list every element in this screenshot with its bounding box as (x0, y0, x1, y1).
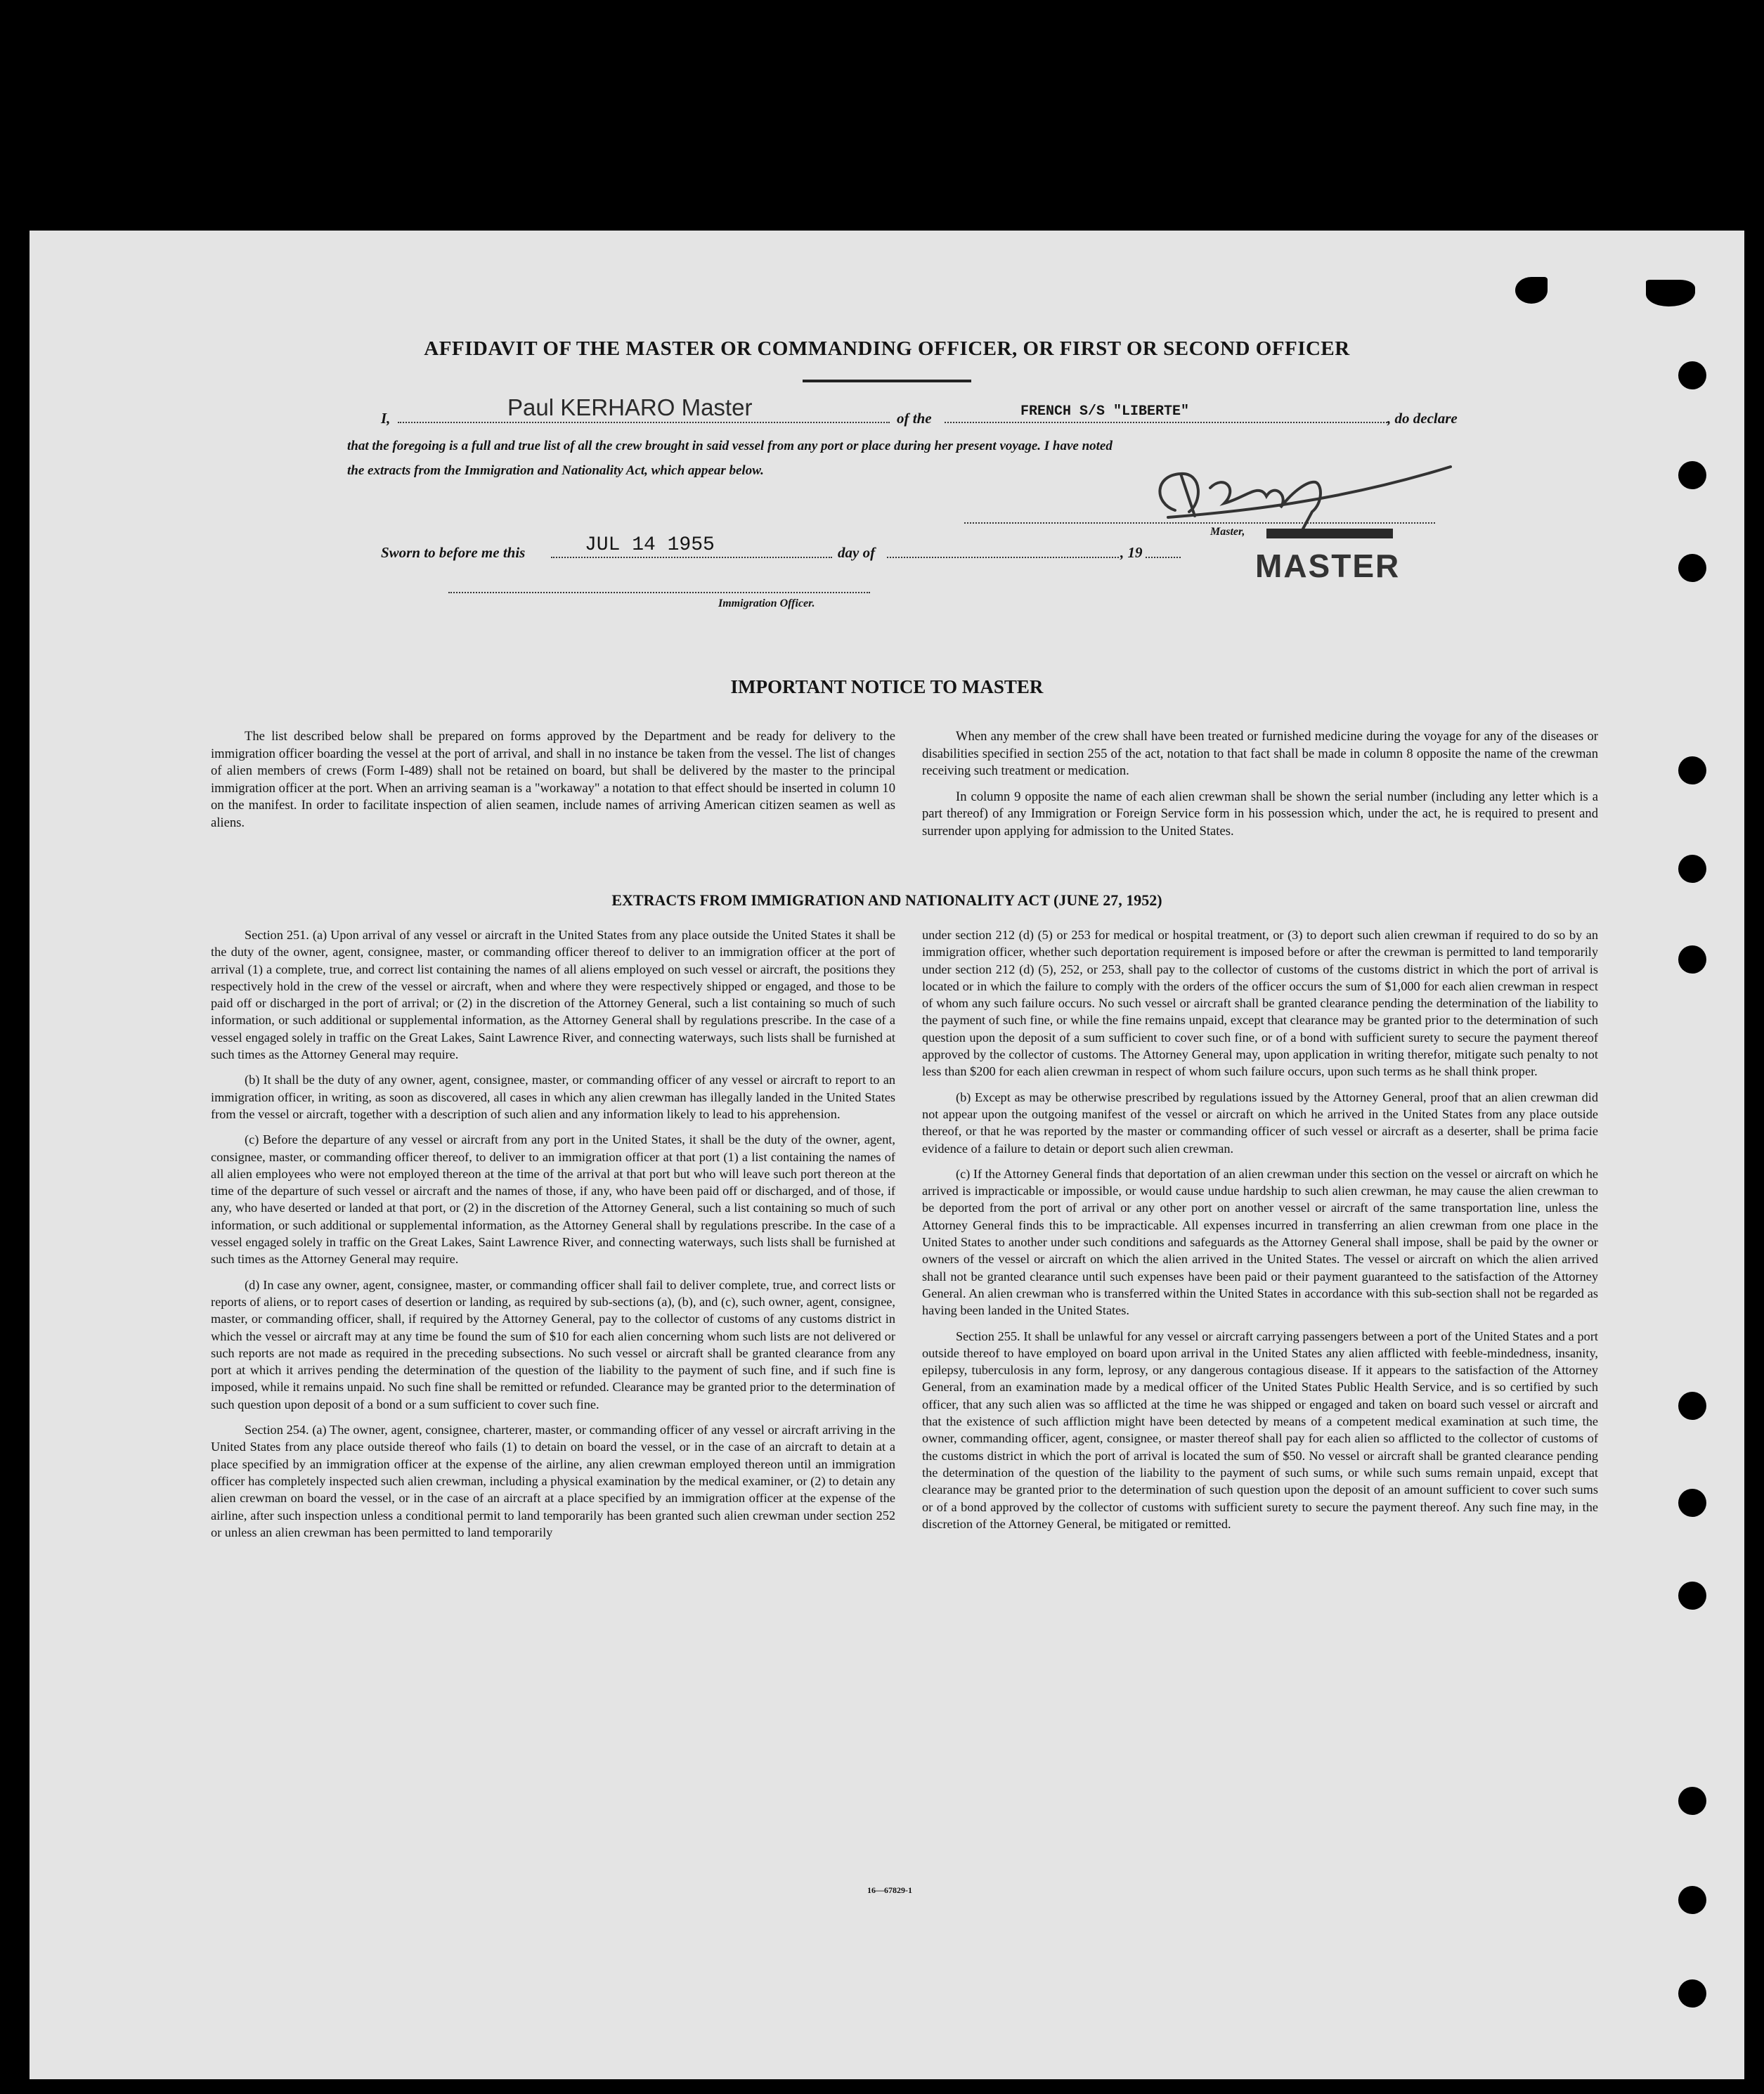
extracts-title: EXTRACTS FROM IMMIGRATION AND NATIONALITY ACT (JUNE 27, 1952) (611, 891, 1162, 909)
punch-hole-5 (1678, 855, 1706, 883)
notice-right-paragraph-2: In column 9 opposite the name of each alien crewman shall be shown the serial number (including any letter which is a part thereof) of any Immigration or Foreign Service form in his possession which, under the act, he is required to present and surrender upon applying for admission to the United States. (922, 789, 1598, 839)
document-page (30, 231, 1744, 2079)
punch-hole-1 (1678, 361, 1706, 389)
section-254-b: (b) Except as may be otherwise prescribed by regulations issued by the Attorney General, proof that an alien crewman did not appear upon the outgoing manifest of the vessel or aircraft on which he arrived in the United States from any place outside thereof, or that he was reported by the master or commanding officer of such vessel or aircraft as a deserter, shall be prima facie evidence of a failure to detain or deport such alien crewman. (922, 1090, 1598, 1156)
notice-right-paragraph-1: When any member of the crew shall have been treated or furnished medicine during the voyage for any of the diseases or disabilities specified in section 255 of the act, notation to that fact shall be made in column 8 opposite the name of the crewman receiving such treatment or medication. (922, 729, 1598, 778)
affidavit-title: AFFIDAVIT OF THE MASTER OR COMMANDING OFFICER, OR FIRST OR SECOND OFFICER (424, 337, 1350, 360)
extracts-left-column (211, 926, 895, 1549)
redaction-mark (1266, 529, 1393, 538)
notice-title: IMPORTANT NOTICE TO MASTER (730, 676, 1044, 697)
vessel-name-field[interactable]: FRENCH S/S "LIBERTE" (1020, 403, 1190, 420)
torn-mark-left (1515, 277, 1548, 304)
sworn-label: Sworn to before me this (381, 544, 526, 561)
punch-hole-4 (1678, 756, 1706, 784)
master-label: Master, (1210, 526, 1245, 538)
section-255: Section 255. It shall be unlawful for any vessel or aircraft carrying passengers between a port of the United States and a port outside thereof to have employed on board upon arrival in the United States any alien afflicted with feeble-mindedness, insanity, epilepsy, tuberculosis in any form, leprosy, or any dangerous contagious disease. If it appears to the satisfaction of the Attorney General, from an examination made by a medical officer of the United States Public Health Service, and is so certified by such officer, that any such alien was so afflicted at the time he was shipped or engaged and taken on board such vessel or aircraft and that the existence of such affliction might have been detected by means of a competent medical examination at such time, the owner, commanding officer, agent, consignee, or master thereof shall pay for each alien so afflicted to the collector of customs of the customs district in which the port of arrival is located the sum of $50. No vessel or aircraft shall be granted clearance pending the determination of the question of the liability to the payment of such sums, or while such sums remain unpaid, except that clearance may be granted prior to the determination of such question upon the deposit of an amount sufficient to cover such sums or of a bond approved by the collector of customs with sufficient surety to secure the payment thereof. Any such fine may, in the discretion of the Attorney General, be mitigated or remitted. (922, 1329, 1598, 1531)
declaration-line-1: that the foregoing is a full and true list of all the crew brought in said vessel from any port or place during her present voyage. I have noted (347, 439, 1113, 453)
notice-left-column (211, 728, 895, 840)
extracts-right-column (922, 926, 1598, 1541)
sworn-date-stamp: JUL 14 1955 (585, 534, 715, 556)
punch-hole-2 (1678, 461, 1706, 489)
notice-right-column (922, 728, 1598, 848)
punch-hole-6 (1678, 945, 1706, 974)
vessel-line (945, 422, 1387, 423)
title-rule (803, 380, 971, 382)
master-name-field[interactable]: Paul KERHARO Master (507, 394, 753, 420)
section-251-a: Section 251. (a) Upon arrival of any vessel or aircraft in the United States from any place outside the United States it shall be the duty of the owner, agent, consignee, master, or commanding officer thereof to deliver to an immigration officer at the port of arrival (1) a complete, true, and correct list containing the names of all aliens employed on such vessel or aircraft, the positions they respectively hold in the crew of the vessel or aircraft, when and where they were respectively shipped or engaged, and those to be paid off or discharged in the port of arrival; or (2) in the discretion of the Attorney General, such a list containing so much of such information, or such additional or supplemental information, as the Attorney General shall by regulations prescribe. In the case of a vessel engaged solely in traffic on the Great Lakes, Saint Lawrence River, and connecting waterways, such lists shall be furnished at such times as the Attorney General may require. (211, 928, 895, 1062)
master-stamp: MASTER (1255, 548, 1401, 584)
of-the-label: of the (897, 410, 932, 427)
sworn-date-line (551, 557, 832, 558)
form-number: 16—67829-1 (867, 1885, 912, 1895)
punch-hole-8 (1678, 1489, 1706, 1517)
section-251-b: (b) It shall be the duty of any owner, agent, consignee, master, or commanding officer of any vessel or aircraft to report to an immigration officer, in writing, as soon as discovered, all cases in which any alien crewman has illegally landed in the United States from the vessel or aircraft, together with a description of such alien and any information likely to lead to his apprehension. (211, 1073, 895, 1121)
section-254-c: (c) If the Attorney General finds that deportation of an alien crewman under this section on the vessel or aircraft on which he arrived is impracticable or impossible, or would cause undue hardship to such alien crewman, he may cause the alien crewman to be deported from the port of arrival or any other port on another vessel or aircraft of the same transportation line, unless the Attorney General finds this to be impracticable. All expenses incurred in transferring an alien crewman from one place in the United States to another under such conditions and safeguards as the Attorney General shall impose, shall be paid by the owner or owners of the vessel or aircraft on which the alien arrived in the United States. The vessel or aircraft on which the alien arrived shall not be granted clearance until such expenses have been paid or their payment guaranteed to the satisfaction of the Attorney General. An alien crewman who is transferred within the United States in accordance with this sub-section shall not be regarded as having been landed in the United States. (922, 1166, 1598, 1318)
officer-signature-line (448, 592, 870, 593)
punch-hole-10 (1678, 1787, 1706, 1815)
punch-hole-12 (1678, 1979, 1706, 2008)
year-label: , 19 (1120, 544, 1143, 561)
torn-mark-right (1646, 280, 1695, 306)
punch-hole-9 (1678, 1582, 1706, 1610)
section-254-a: Section 254. (a) The owner, agent, consignee, charterer, master, or commanding officer of any vessel or aircraft arriving in the United States from any place outside thereof who fails (1) to detain on board the vessel, or in the case of an aircraft to detain at a place specified by an immigration officer at the expense of the airline, any alien crewman employed thereon until an immigration officer has completely inspected such alien crewman, including a physical examination by the medical examiner, or (2) to detain any alien crewman on board the vessel, or in the case of an aircraft at a place specified by an immigration officer at the expense of the airline, after such inspection unless a conditional permit to land temporarily has been granted such alien crewman under section 252 or unless an alien crewman has been permitted to land temporarily (211, 1423, 895, 1539)
i-label: I, (381, 410, 391, 427)
punch-hole-7 (1678, 1392, 1706, 1420)
section-254-a-continued: under section 212 (d) (5) or 253 for medical or hospital treatment, or (3) to deport such alien crewman if required to do so by an immigration officer, whether such deportation requirement is imposed before or after the crewman is permitted to land temporarily under section 212 (d) (5), 252, or 253, shall pay to the collector of customs of the customs district in which the port of arrival is located or in which the failure to comply with the orders of the officer occurs the sum of $1,000 for each alien crewman in respect of whom any such failure occurs. No such vessel or aircraft shall be granted clearance pending the determination of the liability to the payment of such fine, or while the fine remains unpaid, except that clearance may be granted prior to the determination of such question upon the deposit of a sum sufficient to cover such fine, or of a bond with sufficient surety to secure the payment thereof approved by the collector of customs. The Attorney General may, upon application in writing therefor, mitigate such penalty to not less than $200 for each alien crewman in respect of whom such failure occurs, upon such terms as he shall think proper. (922, 928, 1598, 1079)
month-line (887, 557, 1119, 558)
year-line (1146, 557, 1181, 558)
section-251-d: (d) In case any owner, agent, consignee, master, or commanding officer shall fail to deliver complete, true, and correct lists or reports of aliens, or to report cases of desertion or landing, as required by sub-sections (a), (b), and (c), such owner, agent, consignee, master, or commanding officer, shall, if required by the Attorney General, pay to the collector of customs of any customs district in which the vessel or aircraft may at any time be found the sum of $10 for each alien concerning whom such lists are not delivered or such reports are not made as required in the preceding subsections. No such vessel or aircraft shall be granted clearance from any port at which it arrives pending the determination of the question of the liability to the payment of such fine, and if such fine is imposed, while it remains unpaid. No such fine shall be remitted or refunded. Clearance may be granted prior to the determination of such question upon deposit of a bond or a sum sufficient to cover such fine. (211, 1277, 895, 1411)
officer-label: Immigration Officer. (718, 597, 815, 609)
master-signature (1126, 461, 1463, 538)
do-declare-label: , do declare (1387, 410, 1458, 427)
day-of-label: day of (838, 544, 876, 561)
punch-hole-3 (1678, 554, 1706, 582)
section-251-c: (c) Before the departure of any vessel or aircraft from any port in the United States, it shall be the duty of the owner, agent, consignee, master, or commanding officer thereof, to deliver to an immigration officer at that port (1) a list containing the names of all alien employees who were not employed thereon at the time of the arrival at that port but who will leave such port thereon at the time of the departure of such vessel or aircraft and the names of those, if any, who have been paid off or discharged, and of those, if any, who have deserted or landed at that port, or (2) in the discretion of the Attorney General, such a list containing so much of such information, or such additional or supplemental information, as the Attorney General shall by regulations prescribe. In the case of a vessel engaged solely in traffic on the Great Lakes, Saint Lawrence River, and connecting waterways, such lists shall be furnished at such times as the Attorney General may require. (211, 1132, 895, 1267)
declaration-line-2: the extracts from the Immigration and Nationality Act, which appear below. (347, 463, 764, 478)
punch-hole-11 (1678, 1886, 1706, 1914)
notice-left-paragraph: The list described below shall be prepared on forms approved by the Department and be ready for delivery to the immigration officer boarding the vessel at the port of arrival, and shall in no instance be taken from the vessel. The list of changes of alien members of crews (Form I-489) shall not be retained on board, but shall be delivered by the master to the principal immigration officer at the port. When an arriving seaman is a "workaway" a notation to that effect should be inserted in column 10 on the manifest. In order to facilitate inspection of alien seamen, include names of arriving American citizen seamen as well as aliens. (211, 729, 895, 830)
name-line (398, 422, 890, 423)
signature-line (964, 522, 1435, 524)
